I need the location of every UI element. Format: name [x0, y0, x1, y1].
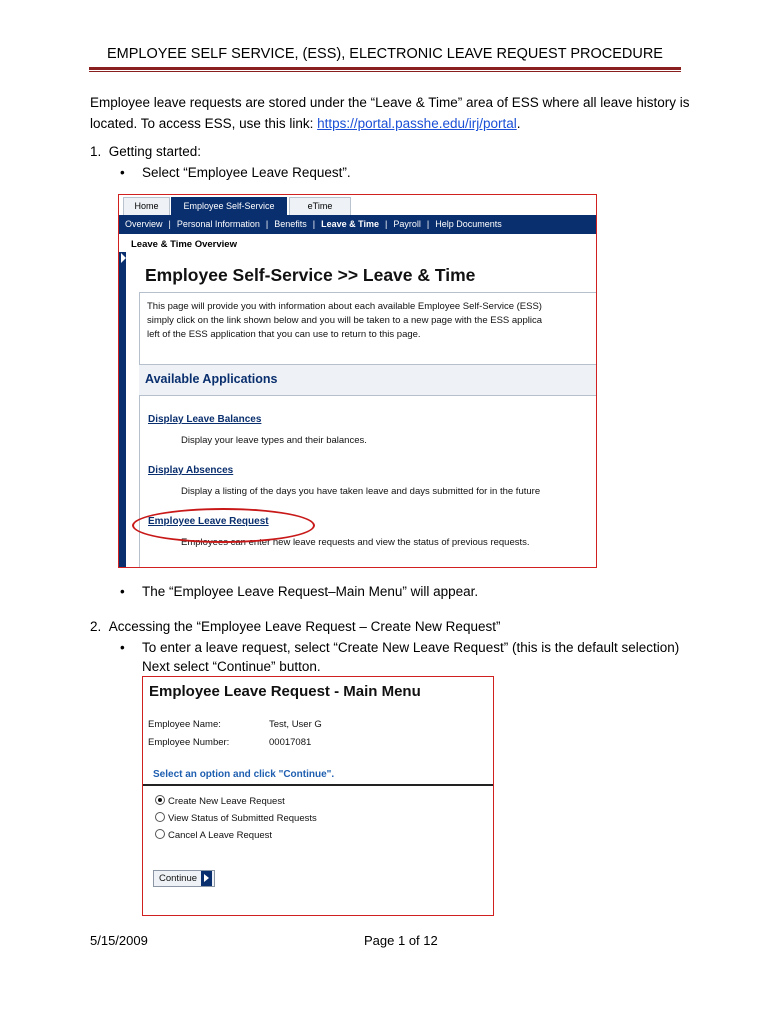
step2-bullet	[120, 638, 680, 676]
option-label: Cancel A Leave Request	[168, 830, 273, 841]
employee-name-value: Test, User G	[269, 719, 322, 730]
employee-number-label: Employee Number:	[148, 737, 230, 748]
document-title: EMPLOYEE SELF SERVICE, (ESS), ELECTRONIC LEAVE REQUEST PROCEDURE	[107, 46, 663, 62]
ess-intro-line: left of the ESS application that you can use to return to this page.	[147, 329, 421, 340]
option-view-status[interactable]	[155, 812, 317, 824]
footer-page-number: Page 1 of 12	[364, 933, 438, 948]
ess-intro-line: simply click on the link shown below and you will be taken to a new page with the ESS applica	[147, 315, 542, 326]
option-label: View Status of Submitted Requests	[168, 813, 317, 824]
option-create-new-leave-request[interactable]	[155, 795, 285, 807]
title-rule-thick	[89, 67, 681, 70]
step1-heading: 1. Getting started:	[90, 144, 202, 159]
portal-link[interactable]: https://portal.passhe.edu/irj/portal	[317, 116, 517, 131]
display-absences-link[interactable]: Display Absences	[148, 465, 234, 476]
footer-date: 5/15/2009	[90, 933, 148, 948]
play-arrow-icon	[201, 871, 212, 886]
continue-label: Continue	[159, 873, 198, 884]
display-leave-balances-link[interactable]: Display Leave Balances	[148, 414, 262, 425]
step2-heading: 2. Accessing the “Employee Leave Request – Create New Request”	[90, 619, 501, 634]
display-absences-desc: Display a listing of the days you have taken leave and days submitted for in the future	[181, 486, 541, 497]
continue-button[interactable]	[153, 870, 215, 887]
bullet-dot-icon: •	[120, 584, 125, 599]
top-tabs	[119, 195, 596, 215]
step1-bullet	[120, 163, 351, 182]
option-cancel-leave-request[interactable]	[155, 829, 272, 841]
employee-leave-request-link[interactable]: Employee Leave Request	[148, 516, 269, 527]
option-label: Create New Leave Request	[168, 796, 285, 807]
tab-home[interactable]: Home	[123, 197, 170, 215]
intro-end: .	[516, 116, 521, 131]
nav-benefits[interactable]: Benefits	[274, 219, 307, 229]
expand-arrow-icon[interactable]	[121, 253, 126, 263]
leave-request-main-menu-screenshot	[142, 676, 494, 916]
step2-bullet-line-2: Next select “Continue” button.	[142, 659, 321, 674]
intro-line-2: located. To access ESS, use this link:	[90, 116, 318, 131]
nav-help-documents[interactable]: Help Documents	[435, 219, 502, 229]
nav-payroll[interactable]: Payroll	[393, 219, 421, 229]
leave-time-overview-label[interactable]: Leave & Time Overview	[131, 239, 237, 250]
collapse-sidebar-bar[interactable]	[119, 252, 126, 567]
step1-after-bullet-text: The “Employee Leave Request–Main Menu” will appear.	[142, 584, 479, 599]
bullet-dot-icon: •	[120, 165, 125, 180]
secondary-nav: Overview | Personal Information | Benefits | Leave & Time | Payroll | Help Documents	[119, 215, 596, 234]
prompt-divider	[143, 784, 493, 786]
employee-leave-request-desc: Employees can enter new leave requests and view the status of previous requests.	[181, 537, 530, 548]
option-prompt: Select an option and click "Continue".	[153, 769, 335, 780]
tab-etime[interactable]: eTime	[289, 197, 351, 215]
intro-line-1: Employee leave requests are stored under the “Leave & Time” area of ESS where all leave history is	[90, 95, 690, 110]
title-rule-thin	[89, 71, 681, 72]
radio-icon[interactable]	[155, 829, 165, 839]
display-leave-balances-desc: Display your leave types and their balances.	[181, 435, 367, 446]
step1-bullet-text: Select “Employee Leave Request”.	[142, 165, 351, 180]
nav-leave-time[interactable]: Leave & Time	[321, 219, 379, 229]
employee-name-label: Employee Name:	[148, 719, 221, 730]
nav-overview[interactable]: Overview	[125, 219, 163, 229]
step1-after-bullet	[120, 582, 479, 601]
ess-page-title: Employee Self-Service >> Leave & Time	[145, 265, 476, 285]
content-top-border	[139, 292, 597, 293]
intro-paragraph	[90, 92, 690, 134]
employee-number-value: 00017081	[269, 737, 312, 748]
ess-leave-time-screenshot	[118, 194, 597, 568]
radio-selected-icon[interactable]	[155, 795, 165, 805]
nav-personal-information[interactable]: Personal Information	[176, 219, 260, 229]
main-menu-title: Employee Leave Request - Main Menu	[149, 683, 421, 700]
available-applications-title: Available Applications	[145, 372, 278, 386]
tab-employee-self-service[interactable]: Employee Self-Service	[171, 197, 287, 215]
bullet-dot-icon: •	[120, 640, 125, 655]
ess-intro-text	[147, 300, 597, 342]
step2-bullet-line-1: To enter a leave request, select “Create New Leave Request” (this is the default selection)	[142, 640, 680, 655]
ess-intro-line: This page will provide you with information about each available Employee Self-Service (ESS)	[147, 301, 542, 312]
radio-icon[interactable]	[155, 812, 165, 822]
highlight-oval	[132, 508, 315, 543]
